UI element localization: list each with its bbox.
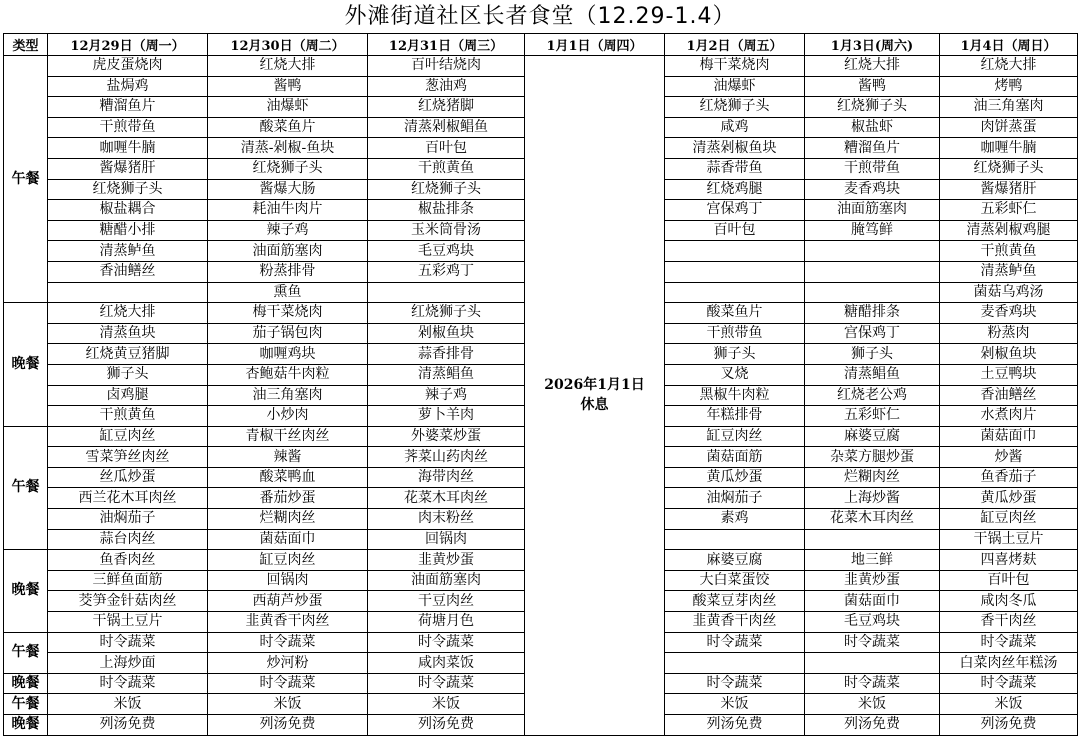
dish-cell: 玉米筒骨汤 — [368, 220, 525, 241]
dish-cell: 红烧鸡腿 — [665, 179, 805, 200]
dish-cell: 三鲜鱼面筋 — [48, 570, 208, 591]
dish-cell: 五彩虾仁 — [805, 406, 940, 427]
dish-cell: 宫保鸡丁 — [665, 200, 805, 221]
dish-cell: 糖醋小排 — [48, 220, 208, 241]
dish-cell: 五彩鸡丁 — [368, 261, 525, 282]
dish-cell: 时令蔬菜 — [208, 673, 368, 694]
dish-cell: 红烧狮子头 — [805, 97, 940, 118]
dish-cell — [48, 282, 208, 303]
dish-cell: 干煎黄鱼 — [940, 241, 1078, 262]
dish-cell: 肉饼蒸蛋 — [940, 117, 1078, 138]
dish-cell: 杂菜方腿炒蛋 — [805, 447, 940, 468]
dish-cell: 外婆菜炒蛋 — [368, 426, 525, 447]
dish-cell: 菌菇面巾 — [805, 591, 940, 612]
dish-cell: 干煎黄鱼 — [48, 406, 208, 427]
dish-cell: 萝卜羊肉 — [368, 406, 525, 427]
dish-cell: 韭黄香干肉丝 — [665, 612, 805, 633]
meal-type-cell: 晚餐 — [4, 715, 48, 736]
dish-cell: 缸豆肉丝 — [940, 509, 1078, 530]
dish-cell: 酱爆猪肝 — [48, 158, 208, 179]
dish-cell: 蒜香排骨 — [368, 344, 525, 365]
holiday-note: 休息 — [580, 397, 609, 414]
dish-cell — [368, 282, 525, 303]
dish-cell: 椒盐排条 — [368, 200, 525, 221]
dish-cell: 油焖茄子 — [665, 488, 805, 509]
dish-cell: 清蒸鲈鱼 — [940, 261, 1078, 282]
dish-cell: 地三鲜 — [805, 550, 940, 571]
dish-cell: 虎皮蛋烧肉 — [48, 56, 208, 77]
dish-cell: 油爆虾 — [208, 97, 368, 118]
meal-type-cell: 午餐 — [4, 632, 48, 673]
dish-cell: 韭黄香干肉丝 — [208, 612, 368, 633]
holiday-date: 2026年1月1日 — [544, 377, 645, 394]
dish-cell: 香干肉丝 — [940, 612, 1078, 633]
header-day: 1月2日（周五） — [665, 34, 805, 56]
dish-cell: 百叶包 — [940, 570, 1078, 591]
dish-cell: 咸鸡 — [665, 117, 805, 138]
dish-cell: 杏鲍菇牛肉粒 — [208, 364, 368, 385]
dish-cell: 咖喱牛腩 — [940, 138, 1078, 159]
dish-cell: 时令蔬菜 — [368, 673, 525, 694]
dish-cell: 油焖茄子 — [48, 509, 208, 530]
dish-cell: 咸肉冬瓜 — [940, 591, 1078, 612]
dish-cell: 白菜肉丝年糕汤 — [940, 653, 1078, 674]
dish-cell: 列汤免费 — [48, 715, 208, 736]
dish-cell: 鱼香肉丝 — [48, 550, 208, 571]
dish-cell: 烤鸭 — [940, 76, 1078, 97]
dish-cell: 茭笋金针菇肉丝 — [48, 591, 208, 612]
dish-cell: 红烧黄豆猪脚 — [48, 344, 208, 365]
dish-cell: 糟溜鱼片 — [805, 138, 940, 159]
header-day: 12月30日（周二） — [208, 34, 368, 56]
dish-cell: 红烧狮子头 — [368, 303, 525, 324]
dish-cell: 韭黄炒蛋 — [805, 570, 940, 591]
dish-cell: 清蒸剁椒鱼块 — [665, 138, 805, 159]
dish-cell: 西兰花木耳肉丝 — [48, 488, 208, 509]
dish-cell: 海带肉丝 — [368, 467, 525, 488]
dish-cell: 菌菇面巾 — [940, 426, 1078, 447]
dish-cell: 红烧狮子头 — [368, 179, 525, 200]
dish-cell: 时令蔬菜 — [940, 673, 1078, 694]
dish-cell: 麦香鸡块 — [940, 303, 1078, 324]
dish-cell: 列汤免费 — [805, 715, 940, 736]
dish-cell: 干豆肉丝 — [368, 591, 525, 612]
dish-cell: 宫保鸡丁 — [805, 323, 940, 344]
dish-cell: 炒河粉 — [208, 653, 368, 674]
dish-cell: 酱鸭 — [805, 76, 940, 97]
dish-cell: 百叶包 — [665, 220, 805, 241]
dish-cell: 酸菜鸭血 — [208, 467, 368, 488]
dish-cell: 米饭 — [368, 694, 525, 715]
dish-cell: 花菜木耳肉丝 — [805, 509, 940, 530]
dish-cell: 清蒸-剁椒-鱼块 — [208, 138, 368, 159]
meal-type-cell: 晚餐 — [4, 550, 48, 632]
dish-cell: 列汤免费 — [208, 715, 368, 736]
dish-cell: 红烧狮子头 — [208, 158, 368, 179]
dish-cell: 干煎带鱼 — [805, 158, 940, 179]
dish-cell: 荠菜山药肉丝 — [368, 447, 525, 468]
dish-cell: 茄子锅包肉 — [208, 323, 368, 344]
dish-cell: 清蒸鲳鱼 — [368, 364, 525, 385]
dish-cell: 素鸡 — [665, 509, 805, 530]
dish-cell — [805, 529, 940, 550]
dish-cell: 盐焗鸡 — [48, 76, 208, 97]
dish-cell: 荷塘月色 — [368, 612, 525, 633]
dish-cell: 酱爆猪肝 — [940, 179, 1078, 200]
header-day: 12月31日（周三） — [368, 34, 525, 56]
dish-cell: 菌菇面巾 — [208, 529, 368, 550]
dish-cell: 回锅肉 — [208, 570, 368, 591]
dish-cell: 卤鸡腿 — [48, 385, 208, 406]
dish-cell: 西葫芦炒蛋 — [208, 591, 368, 612]
dish-cell: 梅干菜烧肉 — [665, 56, 805, 77]
dish-cell: 粉蒸排骨 — [208, 261, 368, 282]
dish-cell: 糖醋排条 — [805, 303, 940, 324]
dish-cell: 酱鸭 — [208, 76, 368, 97]
dish-cell: 列汤免费 — [665, 715, 805, 736]
dish-cell: 红烧狮子头 — [940, 158, 1078, 179]
dish-cell: 百叶结烧肉 — [368, 56, 525, 77]
dish-cell: 酸菜豆芽肉丝 — [665, 591, 805, 612]
meal-type-cell: 午餐 — [4, 426, 48, 550]
dish-cell: 红烧狮子头 — [665, 97, 805, 118]
dish-cell: 时令蔬菜 — [48, 673, 208, 694]
dish-cell: 鱼香茄子 — [940, 467, 1078, 488]
dish-cell: 列汤免费 — [940, 715, 1078, 736]
dish-cell: 麦香鸡块 — [805, 179, 940, 200]
dish-cell: 土豆鸭块 — [940, 364, 1078, 385]
dish-cell: 缸豆肉丝 — [48, 426, 208, 447]
dish-cell: 烂糊肉丝 — [208, 509, 368, 530]
dish-cell: 炒酱 — [940, 447, 1078, 468]
dish-cell: 清蒸鲳鱼 — [805, 364, 940, 385]
dish-cell: 酱爆大肠 — [208, 179, 368, 200]
dish-cell: 油面筋塞肉 — [805, 200, 940, 221]
dish-cell: 韭黄炒蛋 — [368, 550, 525, 571]
dish-cell: 烂糊肉丝 — [805, 467, 940, 488]
dish-cell: 油面筋塞肉 — [368, 570, 525, 591]
dish-cell: 米饭 — [940, 694, 1078, 715]
dish-cell: 上海炒酱 — [805, 488, 940, 509]
dish-cell: 油三角塞肉 — [940, 97, 1078, 118]
dish-cell: 蒜香带鱼 — [665, 158, 805, 179]
dish-cell: 列汤免费 — [368, 715, 525, 736]
dish-cell: 干锅土豆片 — [940, 529, 1078, 550]
dish-cell: 百叶包 — [368, 138, 525, 159]
dish-cell — [805, 261, 940, 282]
dish-cell: 糟溜鱼片 — [48, 97, 208, 118]
dish-cell: 大白菜蛋饺 — [665, 570, 805, 591]
dish-cell: 花菜木耳肉丝 — [368, 488, 525, 509]
dish-cell: 剁椒鱼块 — [368, 323, 525, 344]
dish-cell: 时令蔬菜 — [940, 632, 1078, 653]
dish-cell: 酸菜鱼片 — [665, 303, 805, 324]
meal-type-cell: 午餐 — [4, 56, 48, 303]
dish-cell: 青椒干丝肉丝 — [208, 426, 368, 447]
dish-cell: 辣子鸡 — [208, 220, 368, 241]
dish-cell: 狮子头 — [665, 344, 805, 365]
menu-body — [4, 56, 1078, 736]
dish-cell: 狮子头 — [48, 364, 208, 385]
header-day: 1月3日(周六) — [805, 34, 940, 56]
dish-cell: 清蒸鱼块 — [48, 323, 208, 344]
dish-cell: 菌菇乌鸡汤 — [940, 282, 1078, 303]
dish-cell — [665, 261, 805, 282]
dish-cell: 黑椒牛肉粒 — [665, 385, 805, 406]
dish-cell: 时令蔬菜 — [48, 632, 208, 653]
dish-cell: 红烧大排 — [940, 56, 1078, 77]
dish-cell: 水煮肉片 — [940, 406, 1078, 427]
dish-cell: 咸肉菜饭 — [368, 653, 525, 674]
dish-cell: 米饭 — [665, 694, 805, 715]
header-day: 12月29日（周一） — [48, 34, 208, 56]
dish-cell: 四喜烤麸 — [940, 550, 1078, 571]
dish-cell — [665, 529, 805, 550]
dish-cell: 丝瓜炒蛋 — [48, 467, 208, 488]
dish-cell: 熏鱼 — [208, 282, 368, 303]
dish-cell: 时令蔬菜 — [665, 632, 805, 653]
dish-cell: 红烧大排 — [208, 56, 368, 77]
dish-cell — [805, 282, 940, 303]
dish-cell: 叉烧 — [665, 364, 805, 385]
dish-cell: 椒盐耦合 — [48, 200, 208, 221]
dish-cell: 时令蔬菜 — [805, 632, 940, 653]
dish-cell: 肉末粉丝 — [368, 509, 525, 530]
dish-cell: 红烧老公鸡 — [805, 385, 940, 406]
dish-cell: 耗油牛肉片 — [208, 200, 368, 221]
dish-cell: 干煎带鱼 — [665, 323, 805, 344]
dish-cell: 米饭 — [805, 694, 940, 715]
dish-cell: 红烧狮子头 — [48, 179, 208, 200]
meal-type-cell: 午餐 — [4, 694, 48, 715]
dish-cell: 香油鳝丝 — [940, 385, 1078, 406]
dish-cell: 红烧大排 — [48, 303, 208, 324]
dish-cell: 油面筋塞肉 — [208, 241, 368, 262]
dish-cell: 五彩虾仁 — [940, 200, 1078, 221]
header-day: 1月1日（周四） — [525, 34, 665, 56]
meal-type-cell: 晚餐 — [4, 303, 48, 427]
dish-cell: 米饭 — [208, 694, 368, 715]
dish-cell: 腌笃鲜 — [805, 220, 940, 241]
dish-cell — [665, 653, 805, 674]
dish-cell: 上海炒面 — [48, 653, 208, 674]
dish-cell: 雪菜笋丝肉丝 — [48, 447, 208, 468]
dish-cell: 梅干菜烧肉 — [208, 303, 368, 324]
dish-cell: 毛豆鸡块 — [368, 241, 525, 262]
dish-cell: 红烧猪脚 — [368, 97, 525, 118]
dish-cell: 红烧大排 — [805, 56, 940, 77]
dish-cell: 狮子头 — [805, 344, 940, 365]
dish-cell: 油爆虾 — [665, 76, 805, 97]
dish-cell: 缸豆肉丝 — [665, 426, 805, 447]
dish-cell: 时令蔬菜 — [805, 673, 940, 694]
dish-cell: 葱油鸡 — [368, 76, 525, 97]
header-type: 类型 — [4, 34, 48, 56]
dish-cell: 米饭 — [48, 694, 208, 715]
dish-cell: 年糕排骨 — [665, 406, 805, 427]
dish-cell: 辣酱 — [208, 447, 368, 468]
dish-cell: 黄瓜炒蛋 — [665, 467, 805, 488]
header-day: 1月4日（周日） — [940, 34, 1078, 56]
dish-cell: 干煎带鱼 — [48, 117, 208, 138]
dish-cell — [805, 653, 940, 674]
dish-cell: 清蒸鲈鱼 — [48, 241, 208, 262]
meal-type-cell: 晚餐 — [4, 673, 48, 694]
dish-cell: 时令蔬菜 — [665, 673, 805, 694]
header-row — [4, 34, 1078, 56]
dish-cell: 酸菜鱼片 — [208, 117, 368, 138]
dish-cell: 缸豆肉丝 — [208, 550, 368, 571]
dish-cell: 时令蔬菜 — [368, 632, 525, 653]
dish-cell: 剁椒鱼块 — [940, 344, 1078, 365]
dish-cell: 时令蔬菜 — [208, 632, 368, 653]
dish-cell: 黄瓜炒蛋 — [940, 488, 1078, 509]
dish-cell: 回锅肉 — [368, 529, 525, 550]
dish-cell: 麻婆豆腐 — [665, 550, 805, 571]
dish-cell: 清蒸剁椒鲳鱼 — [368, 117, 525, 138]
dish-cell: 菌菇面筋 — [665, 447, 805, 468]
holiday-cell — [525, 56, 665, 736]
dish-cell: 干锅土豆片 — [48, 612, 208, 633]
dish-cell: 椒盐虾 — [805, 117, 940, 138]
dish-cell — [665, 282, 805, 303]
dish-cell: 香油鳝丝 — [48, 261, 208, 282]
dish-cell: 辣子鸡 — [368, 385, 525, 406]
dish-cell: 咖喱鸡块 — [208, 344, 368, 365]
dish-cell: 清蒸剁椒鸡腿 — [940, 220, 1078, 241]
dish-cell — [805, 241, 940, 262]
dish-cell: 咖喱牛腩 — [48, 138, 208, 159]
dish-cell: 毛豆鸡块 — [805, 612, 940, 633]
page-title: 外滩街道社区长者食堂（12.29-1.4） — [344, 4, 736, 29]
dish-cell: 麻婆豆腐 — [805, 426, 940, 447]
dish-cell: 油三角塞肉 — [208, 385, 368, 406]
dish-cell: 番茄炒蛋 — [208, 488, 368, 509]
dish-cell: 小炒肉 — [208, 406, 368, 427]
dish-cell: 干煎黄鱼 — [368, 158, 525, 179]
dish-cell: 蒜台肉丝 — [48, 529, 208, 550]
table-row — [4, 56, 1078, 77]
menu-table — [3, 33, 1078, 736]
dish-cell: 粉蒸肉 — [940, 323, 1078, 344]
dish-cell — [665, 241, 805, 262]
